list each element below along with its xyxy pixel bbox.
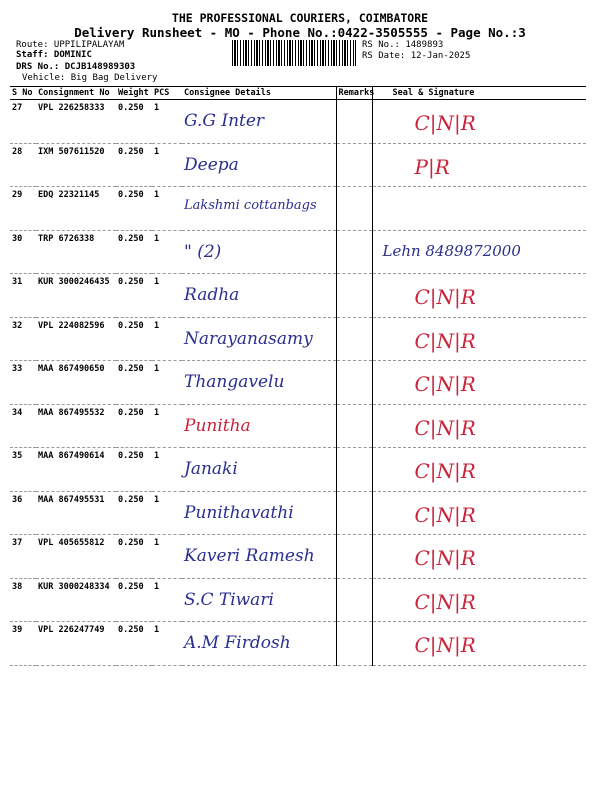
row-consignment-no: VPL 226247749 <box>36 622 116 666</box>
row-consignee-cell <box>182 100 336 144</box>
row-remarks <box>336 317 372 361</box>
row-pcs: 1 <box>152 404 182 448</box>
rs-date: RS Date: 12-Jan-2025 <box>362 51 471 61</box>
row-weight: 0.250 <box>116 317 152 361</box>
row-sno: 27 <box>10 100 36 144</box>
row-consignee-cell <box>182 448 336 492</box>
row-remarks <box>336 187 372 231</box>
row-consignee-cell <box>182 143 336 187</box>
consignee-handwriting: Radha <box>184 285 240 305</box>
row-remarks <box>336 404 372 448</box>
row-sno: 28 <box>10 143 36 187</box>
row-consignment-no: VPL 224082596 <box>36 317 116 361</box>
row-signature-cell <box>372 100 586 144</box>
table-row <box>10 274 586 318</box>
row-remarks <box>336 578 372 622</box>
row-weight: 0.250 <box>116 622 152 666</box>
row-consignment-no: MAA 867490614 <box>36 448 116 492</box>
row-signature-cell <box>372 361 586 405</box>
row-consignment-no: VPL 405655812 <box>36 535 116 579</box>
table-row <box>10 578 586 622</box>
vehicle-label: Vehicle: Big Bag Delivery <box>22 73 158 83</box>
row-sno: 32 <box>10 317 36 361</box>
signature-handwriting: Lehn 8489872000 <box>382 241 521 260</box>
row-remarks <box>336 491 372 535</box>
consignee-handwriting: Punitha <box>184 415 251 436</box>
row-signature-cell <box>372 491 586 535</box>
row-signature-cell <box>372 404 586 448</box>
table-row <box>10 535 586 579</box>
row-sno: 38 <box>10 578 36 622</box>
row-weight: 0.250 <box>116 274 152 318</box>
row-signature-cell <box>372 535 586 579</box>
row-consignment-no: IXM 507611520 <box>36 143 116 187</box>
row-pcs: 1 <box>152 187 182 231</box>
row-signature-cell <box>372 578 586 622</box>
row-pcs: 1 <box>152 100 182 144</box>
signature-handwriting: C|N|R <box>414 111 476 135</box>
row-consignee-cell <box>182 622 336 666</box>
row-sno: 34 <box>10 404 36 448</box>
row-signature-cell <box>372 448 586 492</box>
signature-handwriting: C|N|R <box>414 546 476 570</box>
row-weight: 0.250 <box>116 100 152 144</box>
table-row <box>10 448 586 492</box>
row-sno: 30 <box>10 230 36 274</box>
table-row <box>10 491 586 535</box>
row-weight: 0.250 <box>116 143 152 187</box>
row-consignment-no: EDQ 22321145 <box>36 187 116 231</box>
table-row <box>10 361 586 405</box>
row-signature-cell <box>372 317 586 361</box>
table-row <box>10 317 586 361</box>
row-consignee-cell <box>182 535 336 579</box>
row-sno: 29 <box>10 187 36 231</box>
row-consignee-cell <box>182 230 336 274</box>
col-weight-header: Weight <box>116 87 152 100</box>
row-signature-cell <box>372 622 586 666</box>
row-consignment-no: KUR 3000248334 <box>36 578 116 622</box>
row-weight: 0.250 <box>116 361 152 405</box>
row-consignment-no: MAA 867495532 <box>36 404 116 448</box>
row-pcs: 1 <box>152 317 182 361</box>
row-consignee-cell <box>182 578 336 622</box>
row-weight: 0.250 <box>116 491 152 535</box>
consignee-handwriting: Lakshmi cottanbags <box>184 198 317 213</box>
consignee-handwriting: A.M Firdosh <box>184 633 291 653</box>
row-remarks <box>336 143 372 187</box>
row-pcs: 1 <box>152 143 182 187</box>
row-consignee-cell <box>182 491 336 535</box>
row-pcs: 1 <box>152 491 182 535</box>
row-consignment-no: KUR 3000246435 <box>36 274 116 318</box>
consignee-handwriting: Punithavathi <box>184 502 294 523</box>
row-remarks <box>336 622 372 666</box>
signature-handwriting: C|N|R <box>414 328 476 353</box>
table-row <box>10 187 586 231</box>
row-sno: 33 <box>10 361 36 405</box>
row-consignee-cell <box>182 187 336 231</box>
consignee-handwriting: Janaki <box>184 459 238 479</box>
row-consignment-no: VPL 226258333 <box>36 100 116 144</box>
row-pcs: 1 <box>152 578 182 622</box>
col-consignment-header: Consignment No <box>36 87 116 100</box>
row-consignee-cell <box>182 361 336 405</box>
rs-number: RS No.: 1489893 <box>362 40 444 50</box>
row-pcs: 1 <box>152 535 182 579</box>
row-signature-cell <box>372 187 586 231</box>
row-weight: 0.250 <box>116 230 152 274</box>
row-pcs: 1 <box>152 622 182 666</box>
table-row <box>10 622 586 666</box>
row-remarks <box>336 361 372 405</box>
col-consignee-header: Consignee Details <box>182 87 336 100</box>
consignee-handwriting: Kaveri Ramesh <box>184 546 315 566</box>
row-sno: 37 <box>10 535 36 579</box>
signature-handwriting: P|R <box>414 154 450 179</box>
row-consignee-cell <box>182 404 336 448</box>
row-pcs: 1 <box>152 274 182 318</box>
signature-handwriting: C|N|R <box>414 285 476 309</box>
staff-label: Staff: DOMINIC <box>16 50 92 60</box>
col-sno-header: S No <box>10 87 36 100</box>
row-remarks <box>336 535 372 579</box>
row-remarks <box>336 448 372 492</box>
signature-handwriting: C|N|R <box>414 415 476 440</box>
row-remarks <box>336 230 372 274</box>
row-remarks <box>336 100 372 144</box>
runsheet-subtitle: Delivery Runsheet - MO - Phone No.:0422-3505555 - Page No.:3 <box>74 25 526 40</box>
row-pcs: 1 <box>152 361 182 405</box>
route-label: Route: UPPILIPALAYAM <box>16 40 125 50</box>
row-remarks <box>336 274 372 318</box>
row-sno: 35 <box>10 448 36 492</box>
row-pcs: 1 <box>152 448 182 492</box>
row-pcs: 1 <box>152 230 182 274</box>
row-weight: 0.250 <box>116 448 152 492</box>
runsheet-table <box>10 86 586 666</box>
consignee-handwriting: " (2) <box>184 241 222 262</box>
signature-handwriting: C|N|R <box>414 459 476 483</box>
consignee-handwriting: G.G Inter <box>184 111 265 131</box>
table-row <box>10 100 586 144</box>
table-row <box>10 143 586 187</box>
consignee-handwriting: S.C Tiwari <box>184 589 274 610</box>
col-remarks-header: Remarks <box>336 87 372 100</box>
signature-handwriting: C|N|R <box>414 633 476 657</box>
row-consignment-no: MAA 867495531 <box>36 491 116 535</box>
row-signature-cell <box>372 274 586 318</box>
signature-handwriting: C|N|R <box>414 502 476 527</box>
table-row <box>10 230 586 274</box>
row-consignment-no: MAA 867490650 <box>36 361 116 405</box>
row-weight: 0.250 <box>116 535 152 579</box>
col-pcs-header: PCS <box>152 87 182 100</box>
table-row <box>10 404 586 448</box>
barcode-image <box>232 40 356 66</box>
row-signature-cell <box>372 143 586 187</box>
col-signature-header: Seal & Signature <box>372 87 586 100</box>
row-sno: 39 <box>10 622 36 666</box>
row-sno: 31 <box>10 274 36 318</box>
row-consignment-no: TRP 6726338 <box>36 230 116 274</box>
drs-number: DRS No.: DCJB148989303 <box>16 62 136 72</box>
table-header-row <box>10 87 586 100</box>
row-sno: 36 <box>10 491 36 535</box>
row-weight: 0.250 <box>116 404 152 448</box>
row-signature-cell <box>372 230 586 274</box>
consignee-handwriting: Deepa <box>184 154 239 175</box>
consignee-handwriting: Narayanasamy <box>184 328 313 349</box>
row-weight: 0.250 <box>116 187 152 231</box>
row-consignee-cell <box>182 274 336 318</box>
row-weight: 0.250 <box>116 578 152 622</box>
document-title: THE PROFESSIONAL COURIERS, COIMBATORE <box>171 11 429 25</box>
consignee-handwriting: Thangavelu <box>184 372 285 392</box>
signature-handwriting: C|N|R <box>414 589 476 614</box>
signature-handwriting: C|N|R <box>414 372 476 396</box>
row-consignee-cell <box>182 317 336 361</box>
